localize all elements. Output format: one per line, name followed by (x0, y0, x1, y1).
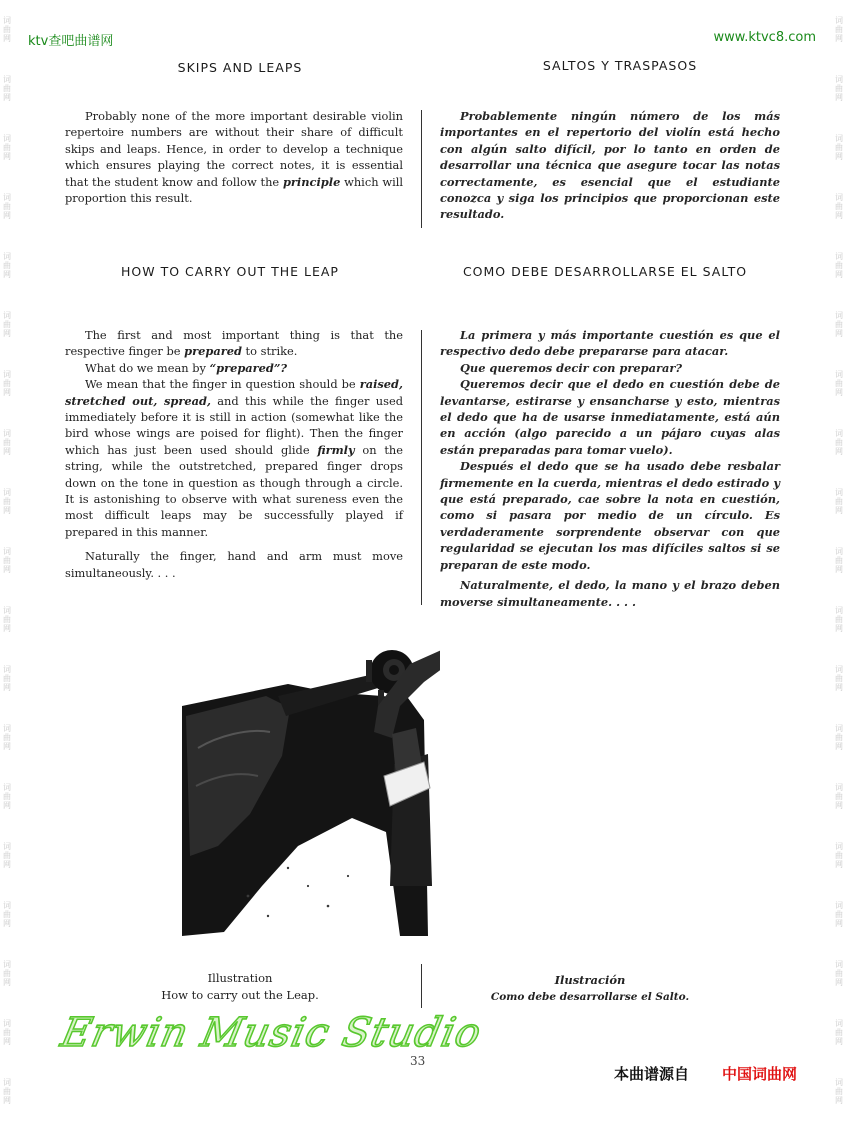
margin-watermark-char: 网 (835, 211, 843, 220)
margin-watermark-char: 网 (3, 506, 11, 515)
margin-watermark-group (832, 708, 846, 767)
margin-watermark-group (832, 236, 846, 295)
spanish-intro (440, 108, 780, 223)
margin-watermark-group (0, 0, 14, 59)
english-intro (65, 108, 403, 206)
spanish-caption (470, 972, 710, 1006)
margin-watermark-char: 词 (835, 429, 843, 438)
margin-watermark-char: 词 (835, 724, 843, 733)
margin-watermark-char: 词 (3, 1078, 11, 1087)
english-p4-text-b: and this while the finger used immediately before it is still in action (somewhat like the bird whose wings are poised for flight). Then the finger which has just been used should glide (65, 393, 403, 457)
margin-watermark-char: 曲 (835, 25, 843, 34)
margin-watermark-group (0, 413, 14, 472)
margin-watermark-group (0, 354, 14, 413)
margin-watermark-group (832, 1003, 846, 1062)
margin-watermark-char: 词 (3, 547, 11, 556)
margin-watermark-char: 曲 (3, 1087, 11, 1096)
margin-watermark-group (0, 708, 14, 767)
margin-watermark-char: 曲 (835, 910, 843, 919)
margin-watermark-char: 词 (835, 193, 843, 202)
margin-watermark-char: 曲 (3, 792, 11, 801)
column-divider-middle (421, 330, 422, 605)
margin-watermark-char: 词 (835, 606, 843, 615)
margin-watermark-char: 词 (3, 193, 11, 202)
english-p2-text-a: The first and most important thing is that the respective finger be (65, 328, 403, 359)
margin-watermark-char: 词 (3, 488, 11, 497)
margin-watermark-char: 词 (3, 960, 11, 969)
margin-watermark-char: 词 (3, 842, 11, 851)
margin-watermark-group (832, 413, 846, 472)
english-caption-text: How to carry out the Leap. (161, 988, 319, 1002)
margin-watermark-char: 曲 (835, 1028, 843, 1037)
margin-watermark-char: 网 (3, 683, 11, 692)
english-intro-text-b: which will proportion this result. (65, 174, 403, 206)
margin-watermark-char: 曲 (3, 497, 11, 506)
margin-watermark-char: 网 (835, 565, 843, 574)
margin-watermark-char: 网 (835, 742, 843, 751)
margin-watermark-char: 网 (835, 1096, 843, 1105)
margin-watermark-char: 曲 (3, 674, 11, 683)
margin-watermark-char: 网 (835, 506, 843, 515)
margin-watermark-char: 曲 (3, 910, 11, 919)
margin-watermark-char: 网 (3, 978, 11, 987)
margin-watermark-char: 曲 (3, 615, 11, 624)
margin-watermark-char: 曲 (835, 792, 843, 801)
spanish-p5-text: Después el dedo que se ha usado debe resbalar firmemente en la cuerda, mientras el dedo estirado y que está preparado, cae sobre la nota en cuestión, como si pasara por medio de un círculo. Es verdaderamente sorprendente observar con que regularidad se ejecutan los mas difíciles saltos si se preparan de este modo. (440, 459, 780, 572)
margin-watermark-char: 曲 (835, 202, 843, 211)
margin-watermark-char: 曲 (3, 25, 11, 34)
spanish-heading-como: COMO DEBE DESARROLLARSE EL SALTO (462, 264, 748, 279)
margin-watermark-char: 曲 (835, 84, 843, 93)
margin-watermark-group (832, 531, 846, 590)
margin-watermark-char: 曲 (3, 143, 11, 152)
spanish-caption-text: Como debe desarrollarse el Salto. (490, 991, 690, 1003)
margin-watermark-char: 词 (835, 488, 843, 497)
spanish-caption-title: Ilustración (554, 973, 626, 987)
margin-watermark-group (832, 354, 846, 413)
margin-watermark-char: 词 (3, 370, 11, 379)
margin-watermark-char: 词 (835, 901, 843, 910)
margin-watermark-group (0, 649, 14, 708)
margin-watermark-char: 网 (3, 742, 11, 751)
margin-watermark-char: 曲 (3, 556, 11, 565)
margin-watermark-char: 词 (3, 783, 11, 792)
english-p4-emphasis-1: raised, stretched out, spread, (65, 377, 403, 408)
english-p2-emphasis: prepared (184, 344, 242, 359)
margin-watermark-group (832, 59, 846, 118)
spanish-p2-text: La primera y más importante cuestión es que el respectivo dedo debe prepararse para atacar. (440, 328, 780, 359)
margin-watermark-group (832, 177, 846, 236)
spanish-p6-text: Naturalmente, el dedo, la mano y el brazo deben moverse simultaneamente. . . . (440, 578, 780, 609)
studio-logo: Erwin Music Studio (57, 1010, 486, 1056)
margin-watermark-char: 词 (835, 311, 843, 320)
margin-watermark-char: 网 (835, 1037, 843, 1046)
margin-watermark-char: 网 (835, 329, 843, 338)
margin-watermark-group (0, 767, 14, 826)
margin-watermark-char: 网 (3, 93, 11, 102)
margin-watermark-char: 曲 (3, 379, 11, 388)
margin-watermark-char: 网 (3, 565, 11, 574)
margin-watermark-char: 曲 (3, 320, 11, 329)
margin-watermark-char: 词 (3, 16, 11, 25)
margin-watermark-char: 曲 (835, 320, 843, 329)
margin-watermark-group (832, 885, 846, 944)
page-number: 33 (410, 1054, 426, 1068)
margin-watermark-group (832, 649, 846, 708)
english-heading-skips: SKIPS AND LEAPS (177, 60, 303, 75)
english-p3-emphasis: “prepared”? (209, 360, 288, 375)
margin-watermark-char: 曲 (835, 497, 843, 506)
margin-watermark-char: 曲 (835, 674, 843, 683)
spanish-heading-saltos: SALTOS Y TRASPASOS (542, 58, 698, 73)
margin-watermark-char: 词 (3, 665, 11, 674)
source-label: 本曲谱源自 (614, 1065, 690, 1083)
margin-watermark-group (0, 59, 14, 118)
margin-watermark-char: 曲 (3, 84, 11, 93)
margin-watermark-char: 曲 (3, 851, 11, 860)
margin-watermark-char: 网 (835, 683, 843, 692)
margin-watermark-char: 词 (3, 75, 11, 84)
margin-watermark-char: 曲 (3, 969, 11, 978)
margin-watermark-char: 网 (835, 801, 843, 810)
margin-watermark-char: 曲 (835, 733, 843, 742)
spanish-como-body (440, 327, 780, 610)
margin-watermark-char: 网 (835, 447, 843, 456)
margin-watermark-char: 曲 (3, 1028, 11, 1037)
margin-watermark-group (832, 295, 846, 354)
margin-watermark-char: 词 (835, 547, 843, 556)
margin-watermark-group (0, 472, 14, 531)
margin-watermark-char: 网 (3, 270, 11, 279)
margin-watermark-char: 词 (835, 370, 843, 379)
margin-watermark-char: 网 (835, 270, 843, 279)
margin-watermark-char: 曲 (835, 851, 843, 860)
margin-watermark-char: 网 (3, 860, 11, 869)
margin-watermark-char: 网 (3, 1096, 11, 1105)
margin-watermark-group (0, 1003, 14, 1062)
english-p4-text-c: on the string, while the outstretched, prepared finger drops down on the tone in question as though through a circle. It is astonishing to observe with what sureness even the most difficult leaps may be successfully played if prepared in this manner. (65, 442, 404, 539)
margin-watermark-char: 词 (3, 311, 11, 320)
margin-watermark-char: 词 (3, 606, 11, 615)
margin-watermark-char: 网 (835, 978, 843, 987)
margin-watermark-char: 词 (835, 16, 843, 25)
english-p3-text: What do we mean by (85, 360, 210, 375)
margin-watermark-char: 曲 (835, 615, 843, 624)
margin-watermark-group (832, 590, 846, 649)
margin-watermark-char: 词 (835, 252, 843, 261)
margin-watermark-group (0, 177, 14, 236)
margin-watermark-char: 词 (3, 901, 11, 910)
margin-watermark-char: 词 (835, 1078, 843, 1087)
english-intro-text-a: Probably none of the more important desirable violin repertoire numbers are without their share of difficult skips and leaps. Hence, in order to develop a technique which ensures playing the correct notes, it is essential that the student know and follow the (65, 109, 403, 189)
english-p5-text: Naturally the finger, hand and arm must move simultaneously. . . . (65, 549, 403, 580)
margin-watermark-char: 网 (3, 919, 11, 928)
english-heading-how: HOW TO CARRY OUT THE LEAP (121, 264, 339, 279)
margin-watermark-group (832, 1062, 846, 1121)
margin-watermark-group (0, 531, 14, 590)
margin-watermark-group (0, 295, 14, 354)
margin-watermark-char: 曲 (3, 733, 11, 742)
margin-watermark-char: 网 (3, 447, 11, 456)
margin-watermark-char: 网 (3, 211, 11, 220)
margin-watermark-char: 网 (3, 34, 11, 43)
margin-watermark-char: 网 (3, 388, 11, 397)
margin-watermark-char: 词 (835, 665, 843, 674)
margin-watermark-char: 词 (3, 429, 11, 438)
margin-watermark-char: 词 (835, 842, 843, 851)
margin-watermark-char: 曲 (835, 438, 843, 447)
margin-watermark-char: 曲 (835, 1087, 843, 1096)
margin-watermark-char: 网 (3, 1037, 11, 1046)
margin-watermark-char: 曲 (835, 379, 843, 388)
margin-watermark-group (0, 118, 14, 177)
margin-watermark-char: 曲 (835, 556, 843, 565)
margin-watermark-char: 网 (835, 34, 843, 43)
english-p4-emphasis-2: firmly (317, 442, 355, 457)
left-margin-watermark (0, 0, 14, 1111)
english-p4-text-a: We mean that the finger in question should be (85, 377, 360, 392)
margin-watermark-group (0, 590, 14, 649)
right-margin-watermark (832, 0, 846, 1111)
margin-watermark-char: 曲 (835, 969, 843, 978)
margin-watermark-char: 词 (835, 75, 843, 84)
margin-watermark-char: 网 (3, 801, 11, 810)
margin-watermark-group (0, 826, 14, 885)
margin-watermark-char: 词 (835, 960, 843, 969)
margin-watermark-char: 词 (3, 134, 11, 143)
violin-hand-photo (178, 636, 440, 936)
margin-watermark-char: 曲 (835, 261, 843, 270)
header-site-left: ktv查吧曲谱网 (28, 34, 114, 49)
margin-watermark-group (0, 1062, 14, 1121)
margin-watermark-group (832, 826, 846, 885)
column-divider-caption (421, 964, 422, 1008)
margin-watermark-group (0, 236, 14, 295)
margin-watermark-char: 曲 (3, 438, 11, 447)
margin-watermark-char: 网 (3, 624, 11, 633)
margin-watermark-char: 网 (835, 860, 843, 869)
header-site-right: www.ktvc8.com (713, 30, 816, 45)
margin-watermark-char: 网 (835, 93, 843, 102)
margin-watermark-char: 曲 (3, 202, 11, 211)
margin-watermark-group (832, 118, 846, 177)
margin-watermark-group (832, 472, 846, 531)
source-site: 中国词曲网 (722, 1065, 798, 1083)
margin-watermark-char: 词 (3, 1019, 11, 1028)
spanish-intro-text: Probablemente ningún número de los más importantes en el repertorio del violín está hecho con algún salto difícil, por lo tanto en orden de desarrollar una técnica que asegure tocar las notas correctamente, es esencial que el estudiante conozca y siga los principios que proporcionan este resultado. (440, 109, 780, 222)
margin-watermark-char: 网 (835, 152, 843, 161)
english-how-body (65, 327, 403, 581)
spanish-p3-text: Que queremos decir con preparar? (460, 360, 683, 375)
margin-watermark-group (0, 885, 14, 944)
margin-watermark-group (832, 0, 846, 59)
english-caption-title: Illustration (207, 971, 273, 985)
margin-watermark-char: 曲 (835, 143, 843, 152)
margin-watermark-char: 网 (835, 919, 843, 928)
margin-watermark-char: 词 (835, 783, 843, 792)
english-caption (130, 970, 350, 1004)
english-p2-text-b: to strike. (241, 344, 298, 359)
margin-watermark-char: 曲 (3, 261, 11, 270)
margin-watermark-char: 词 (835, 134, 843, 143)
margin-watermark-group (832, 767, 846, 826)
spanish-p4-text: Queremos decir que el dedo en cuestión debe de levantarse, estirarse y ensancharse y esto, mientras el dedo que ha de usarse inmediatamente, está aún en acción (algo parecido a un pájaro cuyas alas están preparadas para tomar vuelo). (440, 377, 780, 457)
margin-watermark-char: 网 (835, 388, 843, 397)
margin-watermark-char: 词 (3, 252, 11, 261)
margin-watermark-char: 词 (835, 1019, 843, 1028)
column-divider-top (421, 110, 422, 228)
margin-watermark-char: 网 (835, 624, 843, 633)
margin-watermark-char: 网 (3, 152, 11, 161)
margin-watermark-char: 词 (3, 724, 11, 733)
margin-watermark-group (0, 944, 14, 1003)
english-intro-emphasis: principle (282, 174, 341, 189)
margin-watermark-char: 网 (3, 329, 11, 338)
margin-watermark-group (832, 944, 846, 1003)
